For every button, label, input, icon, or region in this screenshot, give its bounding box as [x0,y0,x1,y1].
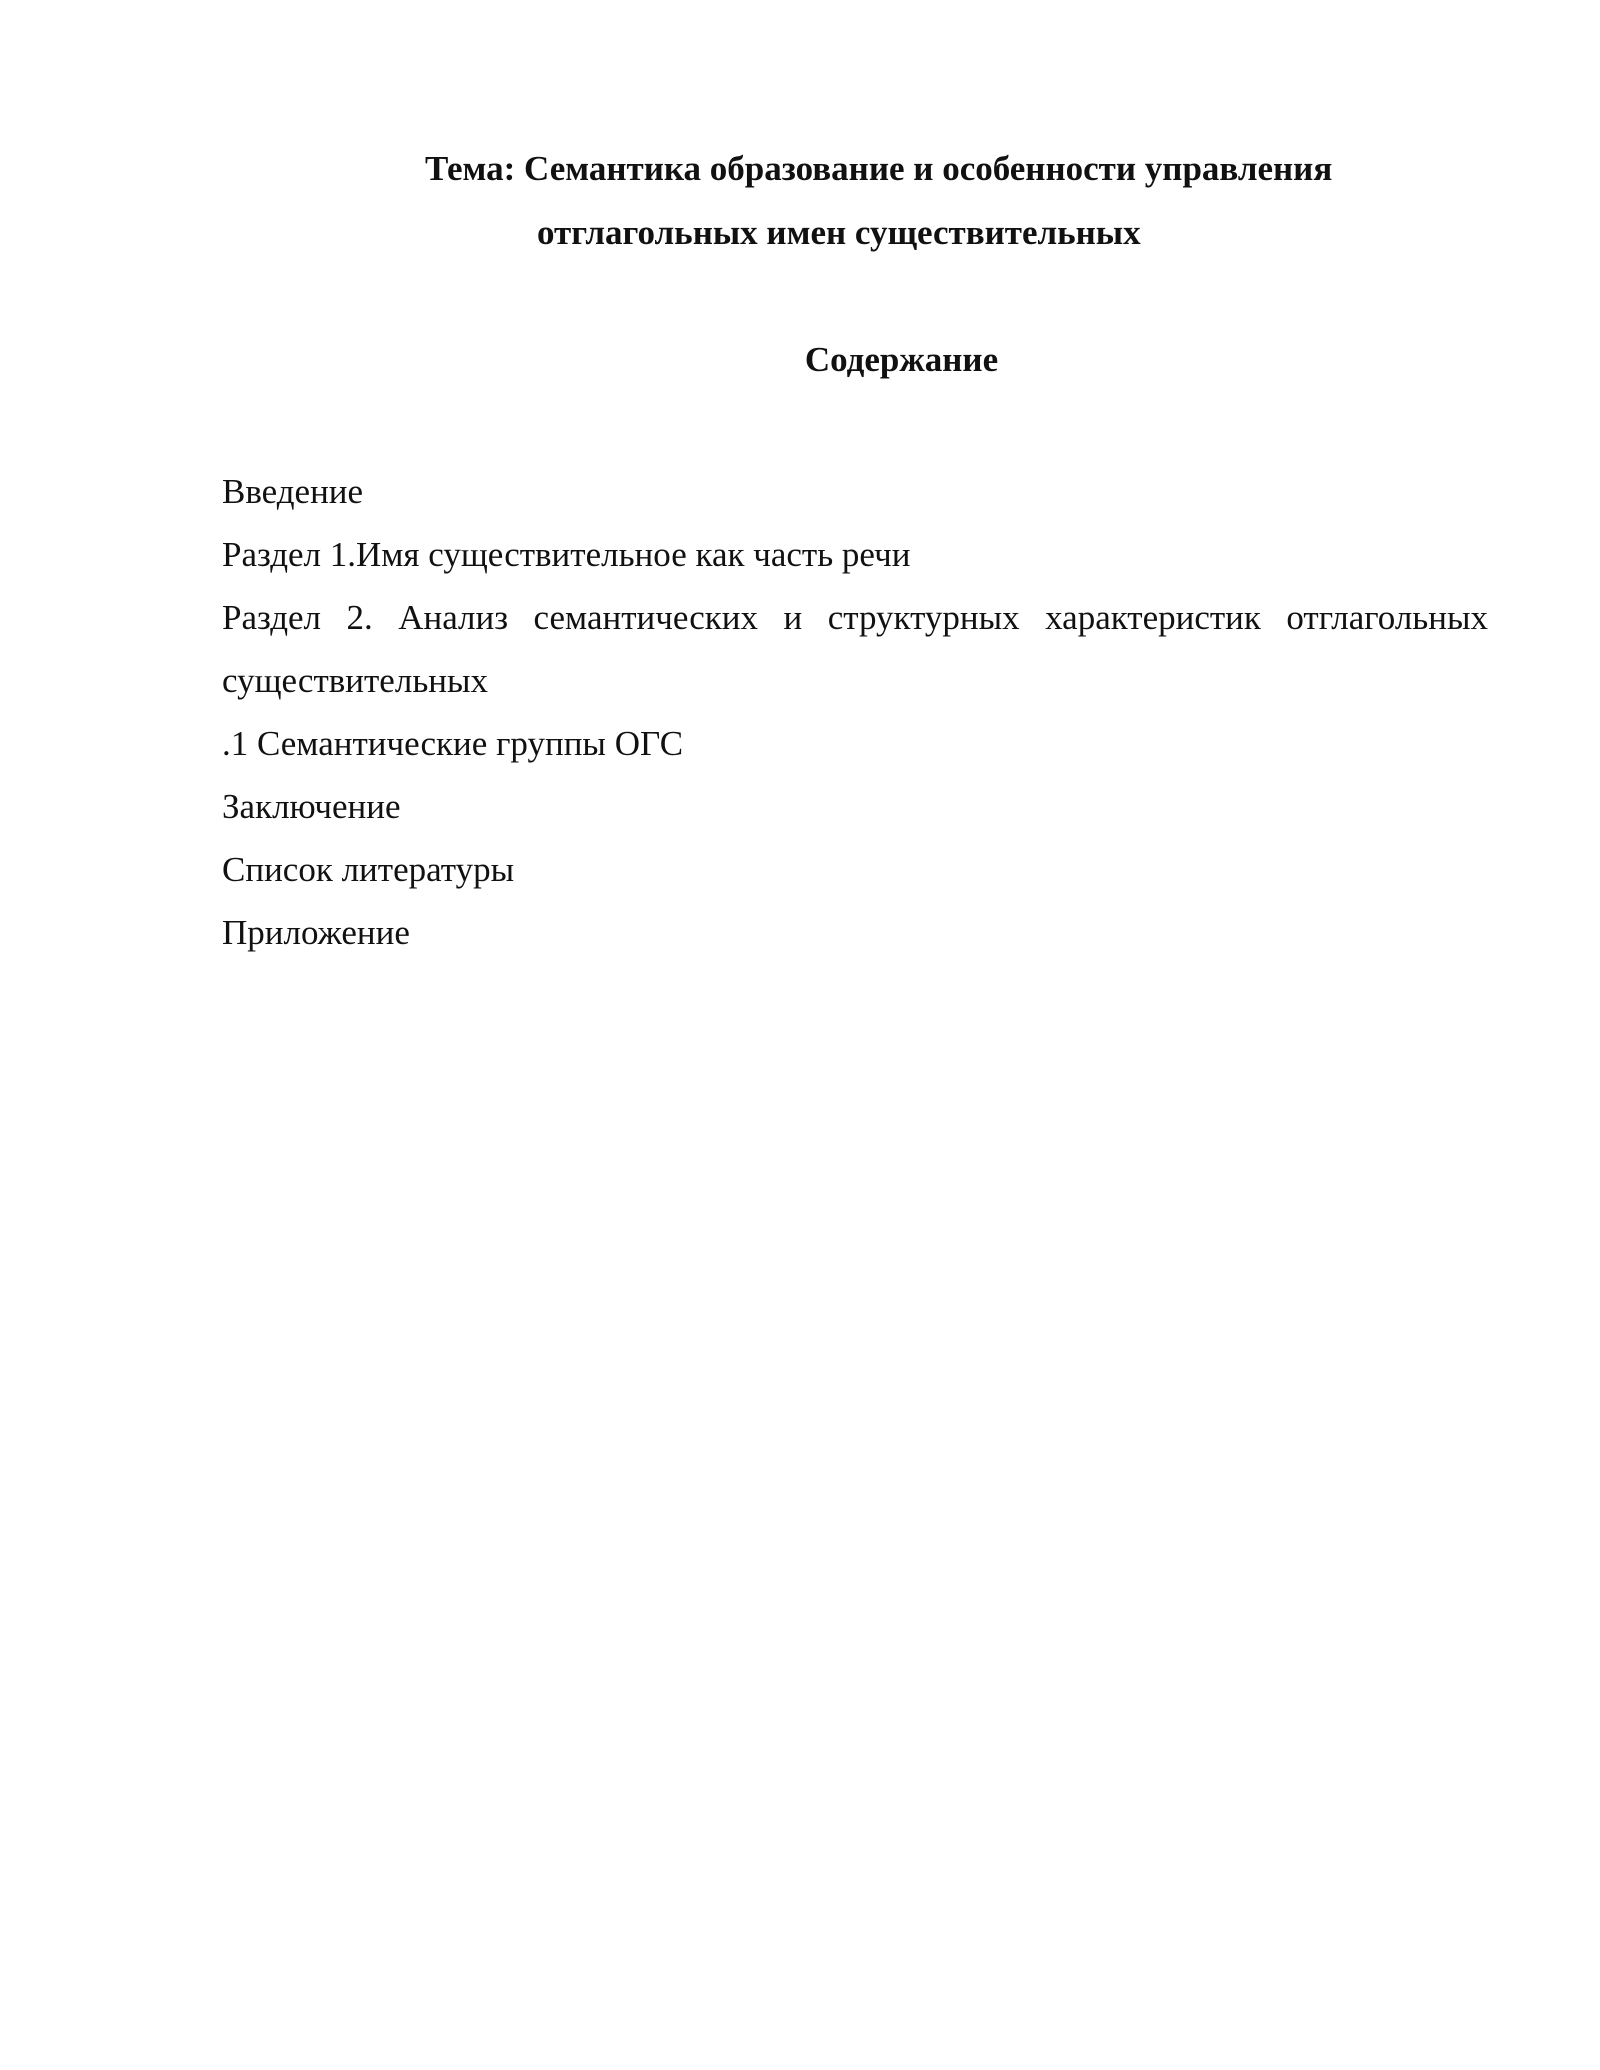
document-title-line-2: отглагольных имен существительных [537,213,1141,252]
toc-item-appendix: Приложение [222,913,410,952]
toc-item-subsection-2-1: .1 Семантические группы ОГС [222,724,684,763]
table-of-contents [222,460,1488,964]
toc-item-conclusion: Заключение [222,787,401,826]
toc-item-introduction: Введение [222,472,364,511]
document-title-line-1: Тема: Семантика образование и особенности управления [425,149,1333,188]
toc-item-section-2-line-1: Раздел 2. Анализ семантических и структурных характеристик отглагольных [222,598,1488,637]
toc-item-section-1: Раздел 1.Имя существительное как часть речи [222,535,911,574]
toc-item-section-2-line-2: существительных [222,661,489,700]
toc-item-bibliography: Список литературы [222,850,515,889]
toc-heading: Содержание [804,340,999,379]
toc-item-section-2 [222,586,1488,712]
